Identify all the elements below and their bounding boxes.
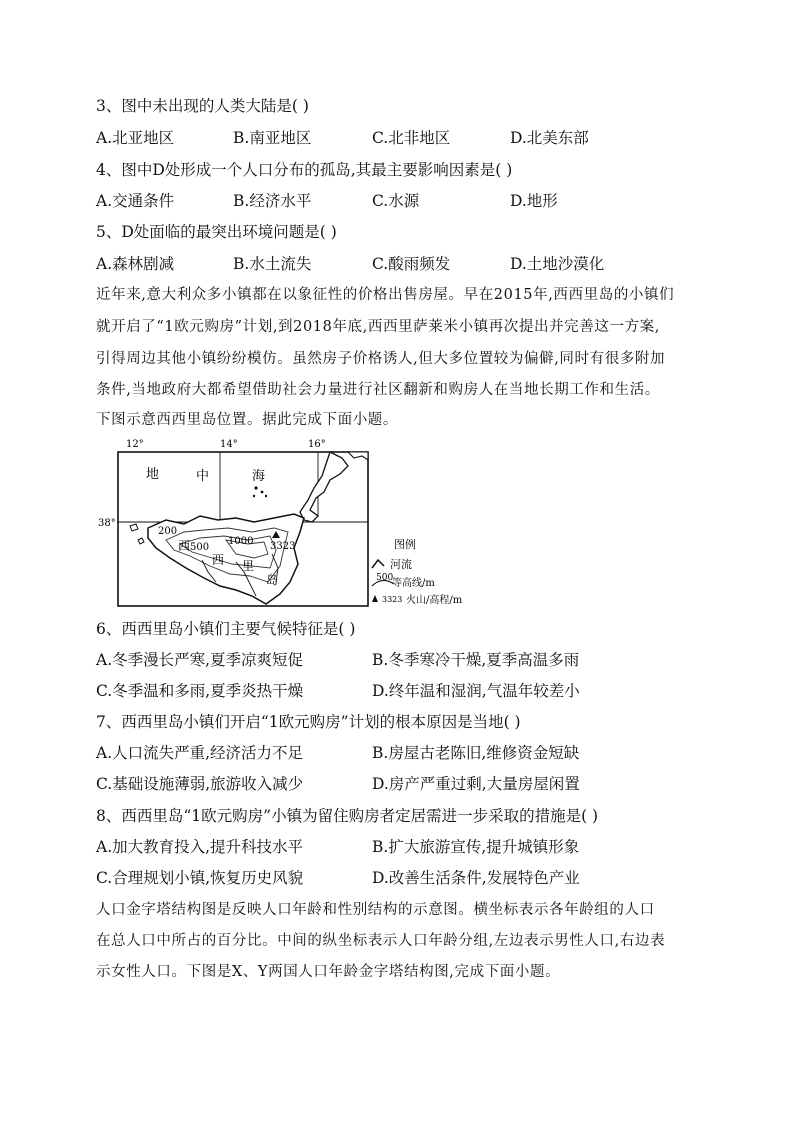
question-4-option-d: D.地形: [510, 192, 558, 210]
question-8-option-a: A.加大教育投入,提升科技水平: [96, 838, 304, 856]
map-sea-char-3: 海: [252, 469, 266, 484]
question-8-option-b: B.扩大旅游宣传,提升城镇形象: [372, 838, 580, 856]
map-lon-label-12: 12°: [126, 439, 144, 450]
map-contour-label-200: 200: [158, 526, 178, 537]
map-island-char-1: 西: [178, 539, 191, 553]
question-8-stem: 8、西西里岛“1欧元购房”小镇为留住购房者定居需进一步采取的措施是( ): [96, 807, 599, 825]
sicily-map: [98, 436, 504, 616]
legend-contour-label: 等高线/m: [392, 578, 435, 589]
question-3-option-a: A.北亚地区: [96, 129, 175, 147]
aeolian-island: [261, 491, 264, 494]
map-sea-char-2: 中: [196, 469, 210, 484]
italy-mainland: [300, 452, 348, 522]
egadi-island: [138, 538, 144, 544]
passage-2-line-2: 在总人口中所占的百分比。中间的纵坐标表示人口年龄分组,左边表示男性人口,右边表: [96, 933, 666, 949]
question-3-option-d: D.北美东部: [510, 129, 589, 147]
map-lat-label-38: 38°: [98, 518, 116, 529]
question-5-option-d: D.土地沙漠化: [510, 255, 605, 273]
question-4-option-b: B.经济水平: [233, 192, 312, 210]
question-8-option-d: D.改善生活条件,发展特色产业: [372, 869, 580, 887]
question-6-stem: 6、西西里岛小镇们主要气候特征是( ): [96, 620, 356, 638]
map-island-char-2: 西: [212, 553, 225, 567]
question-6-option-c: C.冬季温和多雨,夏季炎热干燥: [96, 682, 304, 700]
legend-volcano-icon: [372, 595, 378, 602]
question-4-stem: 4、图中D处形成一个人口分布的孤岛,其最主要影响因素是( ): [96, 161, 513, 179]
map-lon-label-14: 14°: [220, 439, 238, 450]
question-7-stem: 7、西西里岛小镇们开启“1欧元购房”计划的根本原因是当地( ): [96, 713, 521, 731]
legend-volcano-label: 火山/高程/m: [406, 595, 463, 606]
question-5-option-c: C.酸雨频发: [372, 255, 451, 273]
passage-2-line-1: 人口金字塔结构图是反映人口年龄和性别结构的示意图。横坐标表示各年龄组的人口: [96, 902, 655, 918]
map-contour-label-500: 500: [190, 542, 210, 553]
question-4-option-a: A.交通条件: [96, 192, 175, 210]
question-3-option-b: B.南亚地区: [233, 129, 312, 147]
question-5-option-a: A.森林剧减: [96, 255, 175, 273]
question-6-option-a: A.冬季漫长严寒,夏季凉爽短促: [96, 651, 304, 669]
egadi-island: [130, 524, 138, 531]
passage-2-line-3: 示女性人口。下图是X、Y两国人口年龄金字塔结构图,完成下面小题。: [96, 964, 561, 980]
map-volcano-height: 3323: [270, 541, 296, 552]
aeolian-island: [265, 495, 267, 497]
legend-river-icon: [372, 560, 384, 568]
map-island-char-4: 岛: [266, 573, 279, 587]
question-8-option-c: C.合理规划小镇,恢复历史风貌: [96, 869, 304, 887]
map-sea-char-1: 地: [146, 467, 160, 482]
legend-title: 图例: [394, 538, 416, 551]
question-5-stem: 5、D处面临的最突出环境问题是( ): [96, 223, 337, 241]
question-6-option-d: D.终年温和湿润,气温年较差小: [372, 682, 580, 700]
question-3-stem: 3、图中未出现的人类大陆是( ): [96, 97, 309, 115]
legend-contour-value: 500: [376, 573, 394, 583]
question-3-option-c: C.北非地区: [372, 129, 451, 147]
question-4-option-c: C.水源: [372, 192, 420, 210]
question-5-option-b: B.水土流失: [233, 255, 312, 273]
aeolian-island: [253, 495, 255, 497]
map-lon-label-16: 16°: [308, 439, 326, 450]
question-7-option-d: D.房产严重过剩,大量房屋闲置: [372, 775, 580, 793]
passage-1-line-2: 就开启了“1欧元购房”计划,到2018年底,西西里萨莱米小镇再次提出并完善这一方案,: [96, 319, 660, 335]
map-island-char-3: 里: [242, 559, 255, 573]
mainland-coast-north: [348, 452, 368, 460]
legend-river-label: 河流: [390, 558, 412, 571]
passage-1-line-3: 引得周边其他小镇纷纷模仿。虽然房子价格诱人,但大多位置较为偏僻,同时有很多附加: [96, 351, 666, 367]
legend-volcano-value: 3323: [382, 595, 403, 604]
passage-1-line-1: 近年来,意大利众多小镇都在以象征性的价格出售房屋。早在2015年,西西里岛的小镇们: [96, 287, 675, 303]
question-7-option-c: C.基础设施薄弱,旅游收入减少: [96, 775, 304, 793]
map-contour-label-1000: 1000: [228, 536, 254, 547]
passage-1-line-5: 下图示意西西里岛位置。据此完成下面小题。: [96, 412, 398, 428]
passage-1-line-4: 条件,当地政府大都希望借助社会力量进行社区翻新和购房人在当地长期工作和生活。: [96, 382, 660, 398]
question-7-option-b: B.房屋古老陈旧,维修资金短缺: [372, 744, 580, 762]
aeolian-island: [254, 486, 257, 489]
question-6-option-b: B.冬季寒冷干燥,夏季高温多雨: [372, 651, 580, 669]
question-7-option-a: A.人口流失严重,经济活力不足: [96, 744, 304, 762]
